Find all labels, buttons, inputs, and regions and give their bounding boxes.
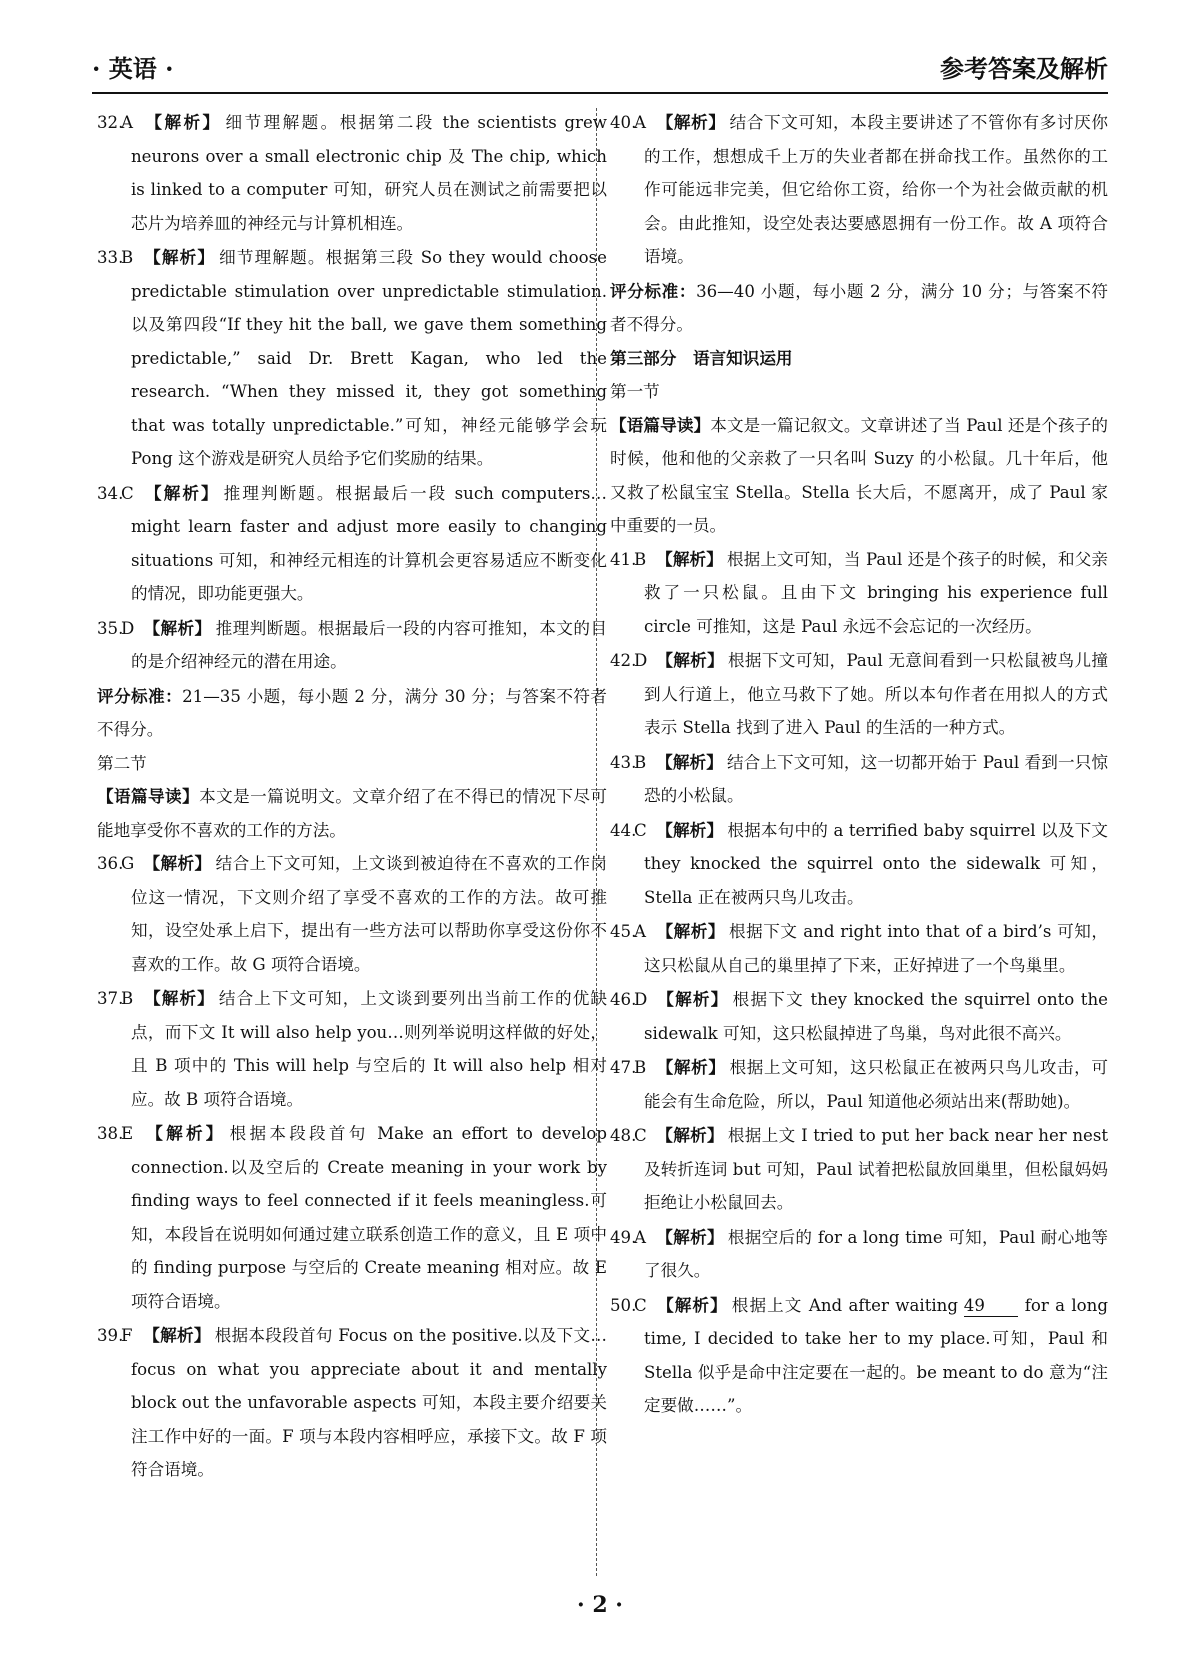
answer-item-41: 41.B 【解析】 根据上文可知，当 Paul 还是个孩子的时候，和父亲救了一只松鼠。且由下文 bringing his experience full circle 可推知，这是 Paul 永远不会忘记的一次经历。 [610,549,1109,636]
subject-label: · 英语 · [92,54,174,83]
answer-item-47: 47.B 【解析】 根据上文可知，这只松鼠正在被两只鸟儿攻击，可能会有生命危险，所以，Paul 知道他必须站出来(帮助她)。 [610,1058,1109,1111]
scoring-note: 评分标准：36—40 小题，每小题 2 分，满分 10 分；与答案不符者不得分。 [610,281,1108,334]
section-title: 第一节 [610,382,660,401]
blank-49: 49 [964,1296,1018,1317]
scoring-note: 评分标准：21—35 小题，每小题 2 分，满分 30 分；与答案不符者不得分。 [97,686,607,739]
page-number: · 2 · [577,1592,623,1618]
passage-guide: 【语篇导读】本文是一篇说明文。文章介绍了在不得已的情况下尽可能地享受你不喜欢的工作的方法。 [97,787,608,840]
answer-item-42: 42.D 【解析】 根据下文可知，Paul 无意间看到一只松鼠被鸟儿撞到人行道上，他立马救下了她。所以本句作者在用拟人的方式表示 Stella 找到了进入 Paul 的生活的一种方式。 [610,651,1108,737]
left-column [97,106,607,1488]
right-column [610,106,1108,1424]
answer-item-38: 38.E 【解析】 根据本段段首句 Make an effort to develop connection.以及空后的 Create meaning in your work by finding ways to feel connected if it feels meaningless.可知，本段旨在说明如何通过建立联系创造工作的意义，且 E 项中的 finding purpose 与空后的 Create meaning 相对应。故 E 项符合语境。 [97,1124,607,1311]
answer-item-49: 49.A 【解析】 根据空后的 for a long time 可知，Paul 耐心地等了很久。 [610,1227,1108,1280]
answer-item-48: 48.C 【解析】 根据上文 I tried to put her back near her nest 及转折连词 but 可知，Paul 试着把松鼠放回巢里，但松鼠妈妈拒绝让小松鼠回去。 [610,1126,1109,1212]
answer-item-34: 34.C 【解析】 推理判断题。根据最后一段 such computers… might learn faster and adjust more easily to changing situations 可知，和神经元相连的计算机会更容易适应不断变化的情况，即功能更强大。 [97,483,608,603]
answer-item-45: 45.A 【解析】 根据下文 and right into that of a bird’s 可知，这只松鼠从自己的巢里掉了下来，正好掉进了一个鸟巢里。 [610,922,1108,975]
answer-item-36: 36.G 【解析】 结合上下文可知，上文谈到被迫待在不喜欢的工作岗位这一情况，下文则介绍了享受不喜欢的工作的方法。故可推知，设空处承上启下，提出有一些方法可以帮助你享受这份你不喜欢的工作。故 G 项符合语境。 [97,854,608,974]
answer-item-33: 33.B 【解析】 细节理解题。根据第三段 So they would choose predictable stimulation over unpredictable stimulation.以及第四段“If they hit the ball, we gave them something predictable,” said Dr. Brett Kagan, who led the research. “When they missed it, they got something that was totally unpredictable.”可知，神经元能够学会玩 Pong 这个游戏是研究人员给予它们奖励的结果。 [97,248,607,468]
passage-guide: 【语篇导读】本文是一篇记叙文。文章讲述了当 Paul 还是个孩子的时候，他和他的父亲救了一只名叫 Suzy 的小松鼠。几十年后，他又救了松鼠宝宝 Stella。Stella 长大后，不愿离开，成了 Paul 家中重要的一员。 [610,415,1109,535]
answer-item-37: 37.B 【解析】 结合上下文可知，上文谈到要列出当前工作的优缺点，而下文 It will also help you…则列举说明这样做的好处，且 B 项中的 This will help 与空后的 It will also help 相对应。故 B 项符合语境。 [97,989,608,1109]
part-title: 第三部分 语言知识运用 [610,348,793,368]
answer-item-39: 39.F 【解析】 根据本段段首句 Focus on the positive.以及下文… focus on what you appreciate about it and mentally block out the unfavorable aspects 可知，本段主要介绍要关注工作中好的一面。F 项与本段内容相呼应，承接下文。故 F 项符合语境。 [97,1326,607,1479]
answer-item-50: 50.C 【解析】 根据上文 And after waiting 49 for a long time, I decided to take her to my place.可知，Paul 和 Stella 似乎是命中注定要在一起的。be meant to do 意为“注定要做……”。 [610,1295,1108,1415]
answer-item-40: 40.A 【解析】 结合下文可知，本段主要讲述了不管你有多讨厌你的工作，想想成千上万的失业者都在拼命找工作。虽然你的工作可能远非完美，但它给你工资，给你一个为社会做贡献的机会。由此推知，设空处表达要感恩拥有一份工作。故 A 项符合语境。 [610,113,1109,266]
section-title: 第二节 [97,753,147,773]
answer-item-46: 46.D 【解析】 根据下文 they knocked the squirrel onto the sidewalk 可知，这只松鼠掉进了鸟巢，鸟对此很不高兴。 [610,990,1108,1043]
page-header [92,50,1108,94]
header-title: 参考答案及解析 [940,54,1108,83]
answer-item-44: 44.C 【解析】 根据本句中的 a terrified baby squirrel 以及下文 they knocked the squirrel onto the sidewalk 可知，Stella 正在被两只鸟儿攻击。 [610,820,1108,907]
answer-item-35: 35.D 【解析】 推理判断题。根据最后一段的内容可推知，本文的目的是介绍神经元的潜在用途。 [97,618,608,671]
answer-item-32: 32.A 【解析】 细节理解题。根据第二段 the scientists grew neurons over a small electronic chip 及 The chip, which is linked to a computer 可知，研究人员在测试之前需要把以芯片为培养皿的神经元与计算机相连。 [97,113,607,233]
answer-item-43: 43.B 【解析】 结合上下文可知，这一切都开始于 Paul 看到一只惊恐的小松鼠。 [610,752,1109,805]
